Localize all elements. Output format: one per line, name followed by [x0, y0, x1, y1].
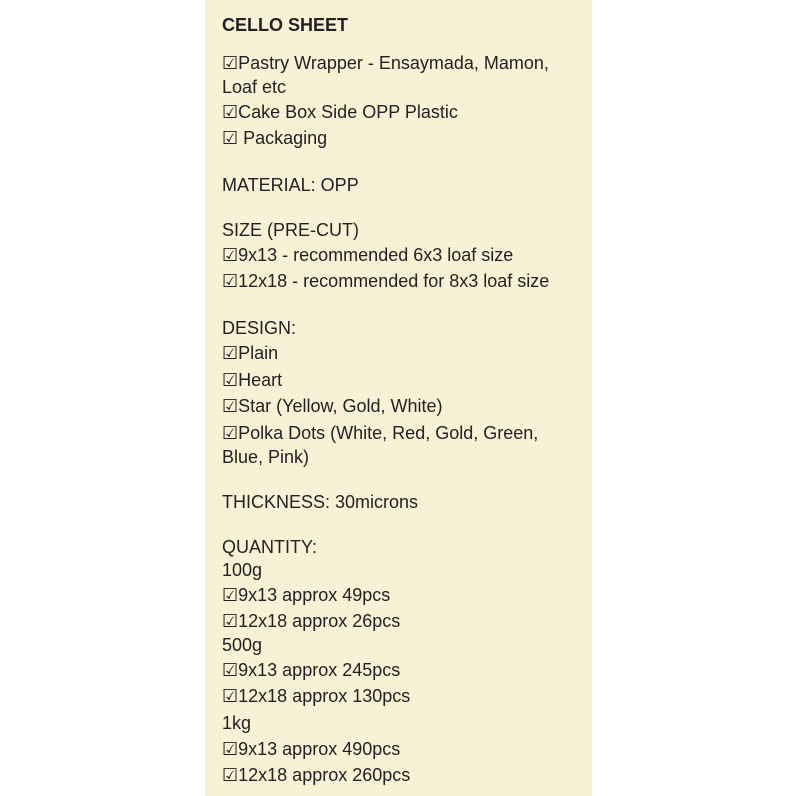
use-item-cake-box: ☑Cake Box Side OPP Plastic	[222, 102, 458, 122]
material-line: MATERIAL: OPP	[222, 175, 359, 195]
use-item-packaging: ☑ Packaging	[222, 128, 328, 148]
quantity-item: ☑12x18 approx 260pcs	[222, 765, 411, 785]
quantity-item: ☑9x13 approx 49pcs	[222, 585, 391, 605]
design-heading: DESIGN:	[222, 318, 297, 338]
size-heading: SIZE (PRE-CUT)	[222, 220, 359, 240]
quantity-item: ☑9x13 approx 245pcs	[222, 660, 401, 680]
quantity-heading: QUANTITY:	[222, 537, 318, 557]
use-item-pastry-wrapper-cont: Loaf etc	[222, 77, 287, 97]
thickness-line: THICKNESS: 30microns	[222, 492, 419, 512]
use-item-pastry-wrapper: ☑Pastry Wrapper - Ensaymada, Mamon,	[222, 53, 549, 73]
design-item-star: ☑Star (Yellow, Gold, White)	[222, 396, 443, 416]
design-item-polka-dots-cont: Blue, Pink)	[222, 447, 310, 467]
product-description-panel	[205, 0, 592, 796]
quantity-item: ☑12x18 approx 26pcs	[222, 611, 401, 631]
design-item-heart: ☑Heart	[222, 370, 283, 390]
product-title: CELLO SHEET	[222, 15, 349, 35]
design-item-plain: ☑Plain	[222, 343, 279, 363]
quantity-weight-1kg: 1kg	[222, 713, 252, 733]
design-item-polka-dots: ☑Polka Dots (White, Red, Gold, Green,	[222, 423, 539, 443]
size-item-12x18: ☑12x18 - recommended for 8x3 loaf size	[222, 271, 550, 291]
quantity-item: ☑9x13 approx 490pcs	[222, 739, 401, 759]
quantity-weight-100g: 100g	[222, 560, 263, 580]
quantity-weight-500g: 500g	[222, 635, 263, 655]
size-item-9x13: ☑9x13 - recommended 6x3 loaf size	[222, 245, 514, 265]
quantity-item: ☑12x18 approx 130pcs	[222, 686, 411, 706]
